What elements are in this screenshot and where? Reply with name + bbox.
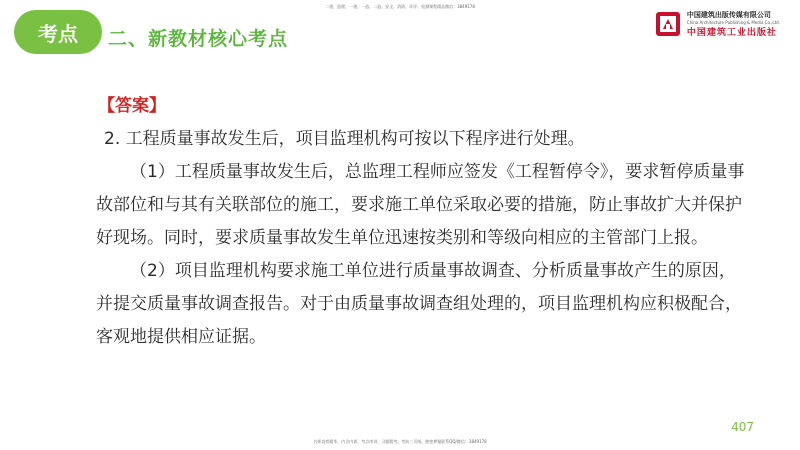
top-note: 二建、监理、一建、一造、二造、安全、消防、环评、检测课程精品微信：3849178	[325, 4, 475, 9]
answer-label: 【答案】	[98, 96, 166, 116]
topic-badge	[14, 10, 102, 54]
paragraph-2: （2）项目监理机构要求施工单位进行质量事故调查、分析质量事故产生的原因，并提交质量事故调查报告。对于由质量事故调查组处理的，项目监理机构应积极配合，客观地提供相应证据。	[96, 261, 742, 347]
intro-paragraph: 2. 工程质量事故发生后，项目监理机构可按以下程序进行处理。	[104, 129, 585, 149]
slide-content	[96, 90, 746, 354]
badge-label: 考点	[38, 21, 78, 46]
paragraph-1: （1）工程质量事故发生后，总监理工程师应签发《工程暂停令》，要求暂停质量事故部位和与其有关联部位的施工，要求施工单位采取必要的措施，防止事故扩大并保护好现场。同时，要求质量事故发生单位迅速按类别和等级向相应的主管部门上报。	[96, 162, 745, 248]
bottom-note: 名师直授精华，内含内训、考点串讲、习题精考、考前三页纸、绝密押题联系QQ/微信：3849178	[313, 439, 487, 444]
publisher-block	[655, 10, 780, 38]
publisher-name-cn: 中国建筑出版传媒有限公司	[686, 11, 771, 19]
publisher-name-calligraphy: 中国建筑工业出版社	[686, 28, 777, 38]
publisher-logo-icon	[655, 11, 681, 37]
page-number: 407	[731, 420, 754, 434]
publisher-name-en: China Architecture Publishing & Media Co.,Ltd.	[686, 20, 780, 25]
section-title: 二、新教材核心考点	[108, 28, 289, 50]
